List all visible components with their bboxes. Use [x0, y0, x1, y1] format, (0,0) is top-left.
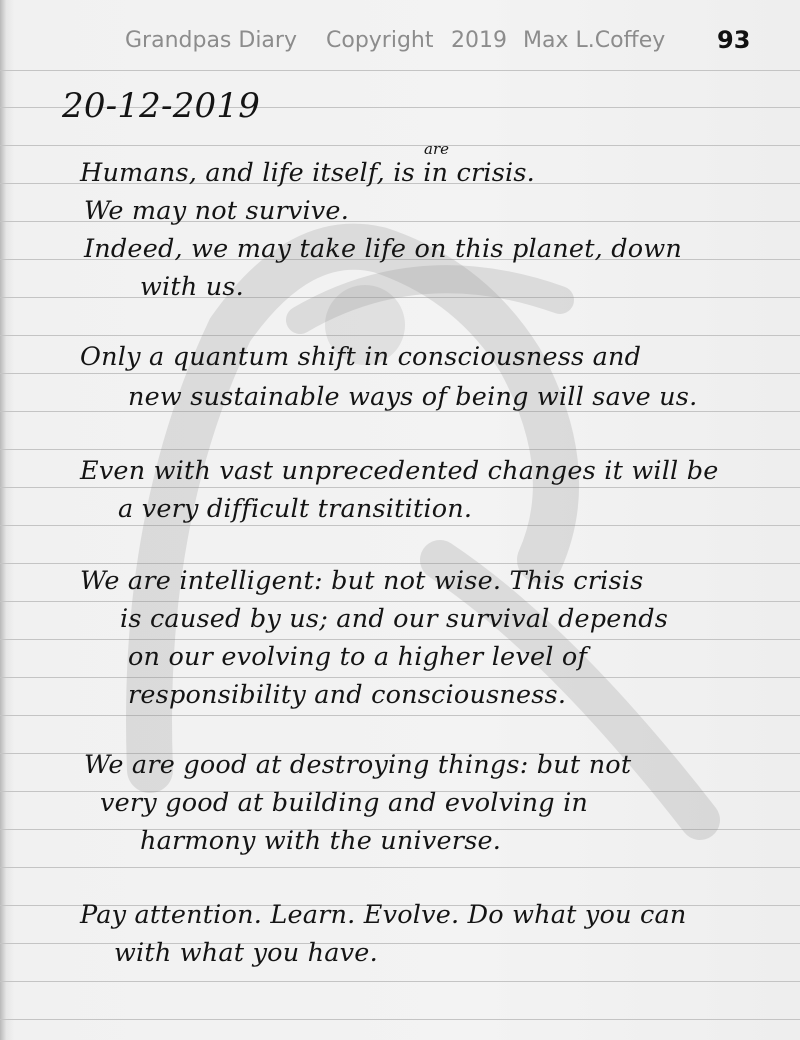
ruled-line: [0, 487, 800, 488]
ruled-line: [0, 867, 800, 868]
page-number: 93: [717, 26, 751, 54]
ruled-line: [0, 70, 800, 71]
page-binding-edge: [0, 0, 6, 1040]
entry-line: We may not survive.: [84, 196, 350, 226]
diary-title: Grandpas Diary: [125, 28, 297, 53]
entry-line: with what you have.: [114, 938, 378, 968]
page-header: [0, 26, 800, 62]
entry-date: 20-12-2019: [62, 86, 261, 126]
entry-line: Only a quantum shift in consciousness and: [80, 342, 642, 372]
entry-line: Pay attention. Learn. Evolve. Do what you can: [80, 900, 687, 930]
entry-line: a very difficult transitition.: [118, 494, 473, 524]
entry-line: is caused by us; and our survival depends: [120, 604, 669, 634]
ruled-line: [0, 373, 800, 374]
entry-line: Humans, and life itself, is in crisis.: [80, 158, 535, 188]
ruled-line: [0, 145, 800, 146]
entry-line: responsibility and consciousness.: [128, 680, 567, 710]
inserted-word: are: [424, 140, 449, 158]
entry-line: on our evolving to a higher level of: [128, 642, 588, 672]
entry-line: harmony with the universe.: [140, 826, 502, 856]
entry-line: with us.: [140, 272, 244, 302]
ruled-line: [0, 297, 800, 298]
ruled-line: [0, 677, 800, 678]
ruled-line: [0, 449, 800, 450]
ruled-line: [0, 981, 800, 982]
entry-line: We are intelligent: but not wise. This crisis: [80, 566, 644, 596]
copyright-year: 2019: [451, 28, 507, 53]
entry-line: Even with vast unprecedented changes it will be: [80, 456, 719, 486]
entry-line: We are good at destroying things: but not: [84, 750, 632, 780]
copyright-label: Copyright: [326, 28, 434, 53]
ruled-line: [0, 601, 800, 602]
ruled-line: [0, 335, 800, 336]
ruled-line: [0, 639, 800, 640]
entry-line: new sustainable ways of being will save us.: [128, 382, 698, 412]
ruled-line: [0, 525, 800, 526]
ruled-line: [0, 715, 800, 716]
entry-line: very good at building and evolving in: [100, 788, 589, 818]
ruled-line: [0, 1019, 800, 1020]
author-name: Max L.Coffey: [523, 28, 666, 53]
ruled-line: [0, 563, 800, 564]
entry-line: Indeed, we may take life on this planet, down: [84, 234, 682, 264]
